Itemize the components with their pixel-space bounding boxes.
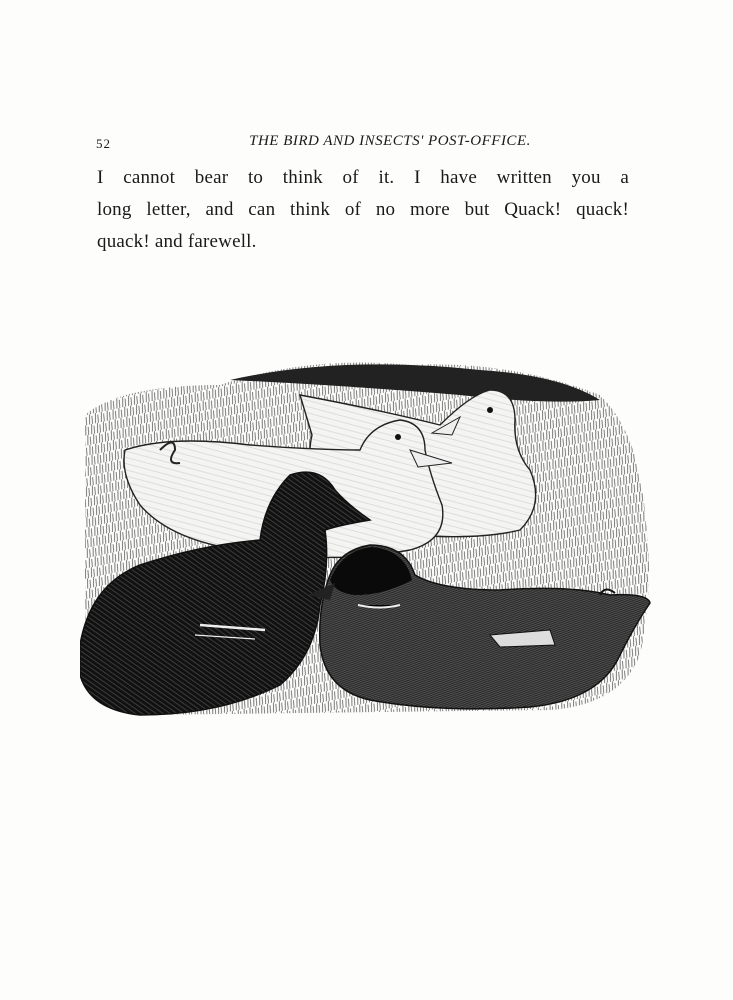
- body-text: [97, 162, 629, 258]
- page-number: 52: [96, 136, 111, 151]
- ducks-illustration: [80, 355, 655, 725]
- running-head: THE BIRD AND INSECTS' POST-OFFICE.: [249, 133, 531, 149]
- ducks-engraving-icon: [80, 355, 655, 725]
- body-line: long letter, and can think of no more but Quack! quack!: [97, 199, 629, 220]
- body-line: I cannot bear to think of it. I have written you a: [97, 167, 629, 188]
- body-line: quack! and farewell.: [97, 231, 257, 252]
